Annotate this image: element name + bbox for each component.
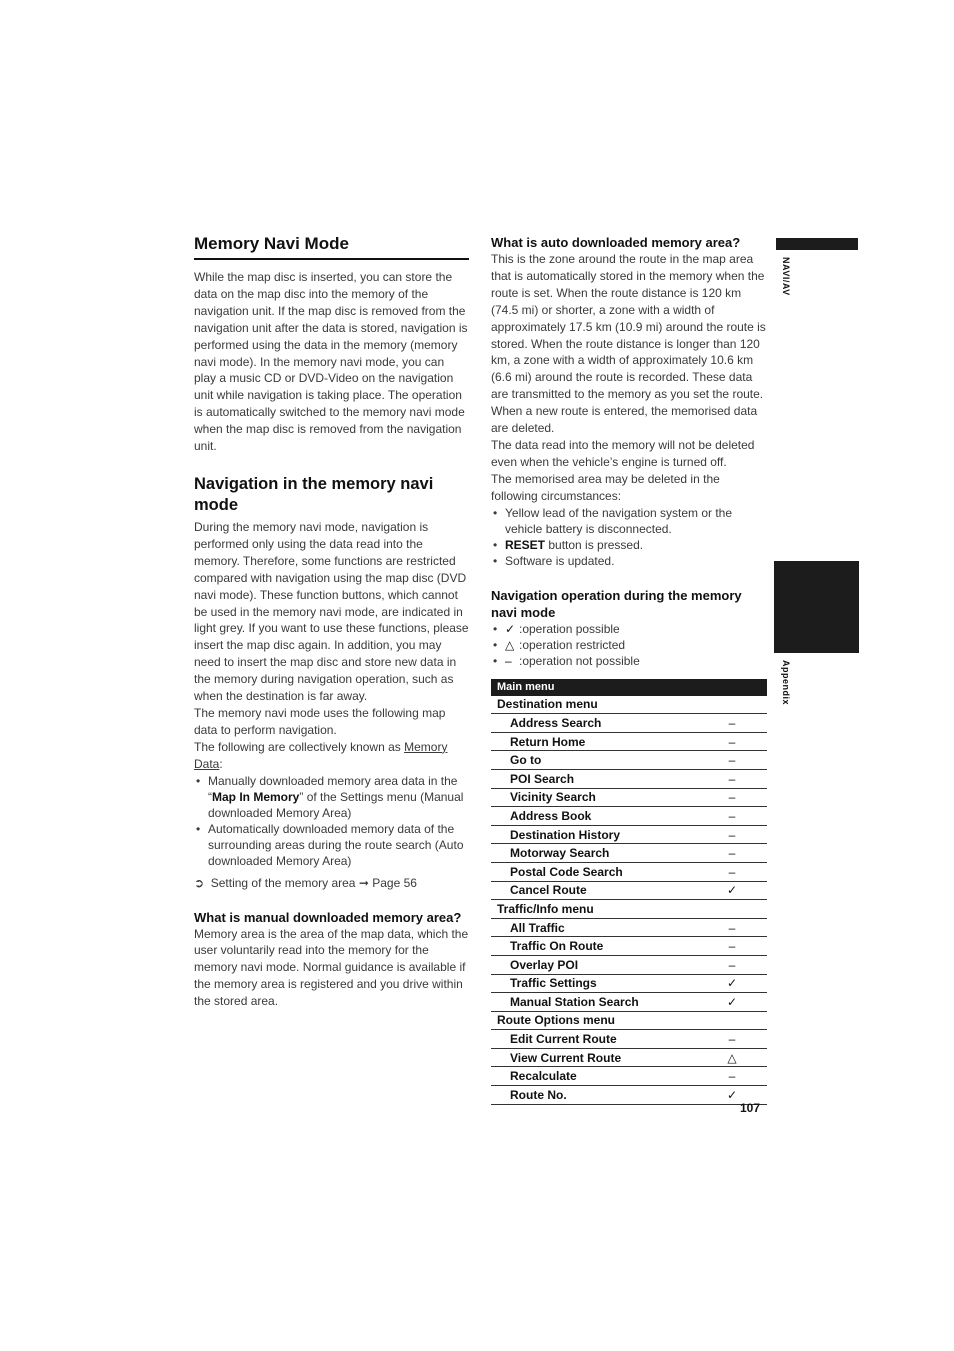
table-row (491, 825, 767, 844)
heading-navigation-memory-mode: Navigation in the memory navi mode (194, 474, 434, 514)
list-item: • Automatically downloaded memory data of the surrounding areas during the route search (Auto downloaded Memory Area) (194, 821, 469, 869)
group-label: Destination menu (491, 696, 767, 714)
function-status: – (697, 862, 767, 881)
table-group-row (491, 696, 767, 714)
right-column (491, 232, 767, 1105)
dash-icon: – (505, 653, 512, 668)
deletion-circumstances-list (491, 505, 767, 569)
function-status: – (697, 732, 767, 751)
table-row (491, 732, 767, 751)
table-row (491, 937, 767, 956)
reference-text: Setting of the memory area (210, 875, 356, 890)
table-group-row (491, 900, 767, 919)
reset-term: RESET (505, 537, 546, 552)
table-row (491, 993, 767, 1012)
table-row (491, 955, 767, 974)
function-name: Route No. (491, 1086, 697, 1105)
legend-text: :operation not possible (519, 653, 640, 668)
function-status: – (697, 955, 767, 974)
appendix-tab-label: Appendix (781, 660, 791, 706)
table-row (491, 918, 767, 937)
table-group-row (491, 1011, 767, 1030)
main-menu-table (491, 679, 767, 1105)
list-item-text: Manually downloaded memory area data in the “ (208, 773, 458, 804)
function-name: Traffic Settings (491, 974, 697, 993)
table-row (491, 974, 767, 993)
function-status: ✓ (697, 881, 767, 900)
table-row (491, 862, 767, 881)
table-row (491, 807, 767, 826)
memory-data-list (194, 773, 469, 869)
list-item (491, 537, 767, 553)
heading-auto-memory-area: What is auto downloaded memory area? (491, 235, 741, 250)
section-tab-block (774, 561, 859, 653)
function-status: – (697, 825, 767, 844)
table-row (491, 1086, 767, 1105)
function-name: Recalculate (491, 1067, 697, 1086)
function-status: – (697, 844, 767, 863)
legend-item (491, 653, 767, 669)
function-name: Go to (491, 751, 697, 770)
function-name: View Current Route (491, 1048, 697, 1067)
function-status: – (697, 918, 767, 937)
function-status: ✓ (697, 974, 767, 993)
legend-text: :operation possible (519, 621, 620, 636)
function-status: – (697, 807, 767, 826)
list-item (194, 773, 469, 821)
group-label: Traffic/Info menu (491, 900, 767, 919)
paragraph-not-deleted: The data read into the memory will not be deleted even when the vehicle’s engine is turned off. (491, 437, 755, 469)
reference-icon: ➲ (194, 875, 205, 890)
page-number: 107 (740, 1101, 761, 1115)
function-status: △ (697, 1048, 767, 1067)
function-name: Return Home (491, 732, 697, 751)
map-in-memory-term: Map In Memory (212, 789, 300, 804)
table-row (491, 1048, 767, 1067)
paragraph-map-data: The memory navi mode uses the following map data to perform navigation. (194, 705, 446, 737)
function-name: Cancel Route (491, 881, 697, 900)
heading-manual-memory-area: What is manual downloaded memory area? (194, 909, 462, 925)
function-status: ✓ (697, 993, 767, 1012)
list-item: • Yellow lead of the navigation system or the vehicle battery is disconnected. (491, 505, 767, 537)
table-row (491, 844, 767, 863)
paragraph-memory-data (194, 739, 469, 773)
table-body (491, 696, 767, 1105)
function-name: POI Search (491, 769, 697, 788)
function-name: Vicinity Search (491, 788, 697, 807)
legend-item (491, 621, 767, 637)
memory-data-prefix: The following are collectively known as (194, 739, 405, 754)
legend-text: :operation restricted (519, 637, 626, 652)
function-status: – (697, 1067, 767, 1086)
function-name: All Traffic (491, 918, 697, 937)
list-item-text: button is pressed. (545, 537, 644, 552)
function-name: Edit Current Route (491, 1030, 697, 1049)
reference-page: Page 56 (372, 875, 417, 890)
function-status: – (697, 751, 767, 770)
status-legend (491, 621, 767, 669)
function-name: Motorway Search (491, 844, 697, 863)
function-name: Traffic On Route (491, 937, 697, 956)
function-status: – (697, 937, 767, 956)
paragraph-navigation: During the memory navi mode, navigation is performed only using the data read into the memory. Therefore, some functions are restricted compared with navigation using the map disc (DVD navi mode). These function buttons, which cannot be used in the memory navi mode, are indicated in light grey. If you want to use these functions, please insert the map disc again. In addition, you may need to insert the map disc and store new data in the memory during navigation operation, such as when the destination is far away. (194, 519, 469, 704)
memory-data-suffix: : (219, 756, 223, 771)
table-row (491, 714, 767, 733)
check-icon: ✓ (505, 621, 516, 636)
section-tab-bar (776, 238, 858, 250)
function-name: Overlay POI (491, 955, 697, 974)
function-name: Manual Station Search (491, 993, 697, 1012)
table-row (491, 769, 767, 788)
table-row (491, 881, 767, 900)
memory-data-term: Memory Data (194, 739, 448, 771)
list-item-text: ” of the Settings menu (Manual downloaded Memory Area) (208, 789, 464, 820)
paragraph-auto-memory-area: This is the zone around the route in the map area that is automatically stored in the memory when the route is set. When the route distance is 120 km (74.5 mi) or shorter, a zone with a width of approximately 17.5 km (10.9 mi) around the route is stored. When the route distance is longer than 120 km, a zone with a width of approximately 10.6 km (6.6 mi) around the route is recorded. These data are transmitted to the memory as you set the route. When a new route is entered, the memorised data are deleted. (491, 252, 766, 436)
function-name: Address Book (491, 807, 697, 826)
table-row (491, 1030, 767, 1049)
function-name: Destination History (491, 825, 697, 844)
function-status: – (697, 769, 767, 788)
page-reference (194, 875, 469, 891)
legend-item (491, 637, 767, 653)
function-status: – (697, 788, 767, 807)
arrow-right-icon: ➞ (358, 875, 369, 890)
heading-memory-navi-mode: Memory Navi Mode (194, 232, 469, 260)
function-name: Address Search (491, 714, 697, 733)
function-status: – (697, 714, 767, 733)
navi-av-tab-label: NAVI/AV (781, 257, 791, 296)
function-status: ✓ (697, 1086, 767, 1105)
triangle-icon: △ (505, 637, 515, 652)
paragraph-manual-memory-area: Memory area is the area of the map data, which the user voluntarily read into the memory for the memory navi mode. Normal guidance is available if the memory area is registered and you drive within the stored area. (194, 926, 469, 1009)
list-item: • Software is updated. (491, 553, 767, 569)
paragraph-intro: While the map disc is inserted, you can store the data on the map disc into the memory of the navigation unit. If the map disc is removed from the navigation unit after the data is stored, navigation is performed using the data in the memory (memory navi mode). In the memory navi mode, you can play a music CD or DVD-Video on the navigation unit while navigation is taking place. The operation is automatically switched to the memory navi mode when the map disc is removed from the navigation unit. (194, 270, 468, 454)
table-row (491, 751, 767, 770)
table-row (491, 788, 767, 807)
function-name: Postal Code Search (491, 862, 697, 881)
paragraph-deletion: The memorised area may be deleted in the following circumstances: (491, 471, 720, 503)
table-header: Main menu (491, 679, 767, 696)
group-label: Route Options menu (491, 1011, 767, 1030)
function-status: – (697, 1030, 767, 1049)
left-column (194, 232, 469, 1010)
heading-navigation-operation: Navigation operation during the memory navi mode (491, 587, 742, 620)
table-row (491, 1067, 767, 1086)
